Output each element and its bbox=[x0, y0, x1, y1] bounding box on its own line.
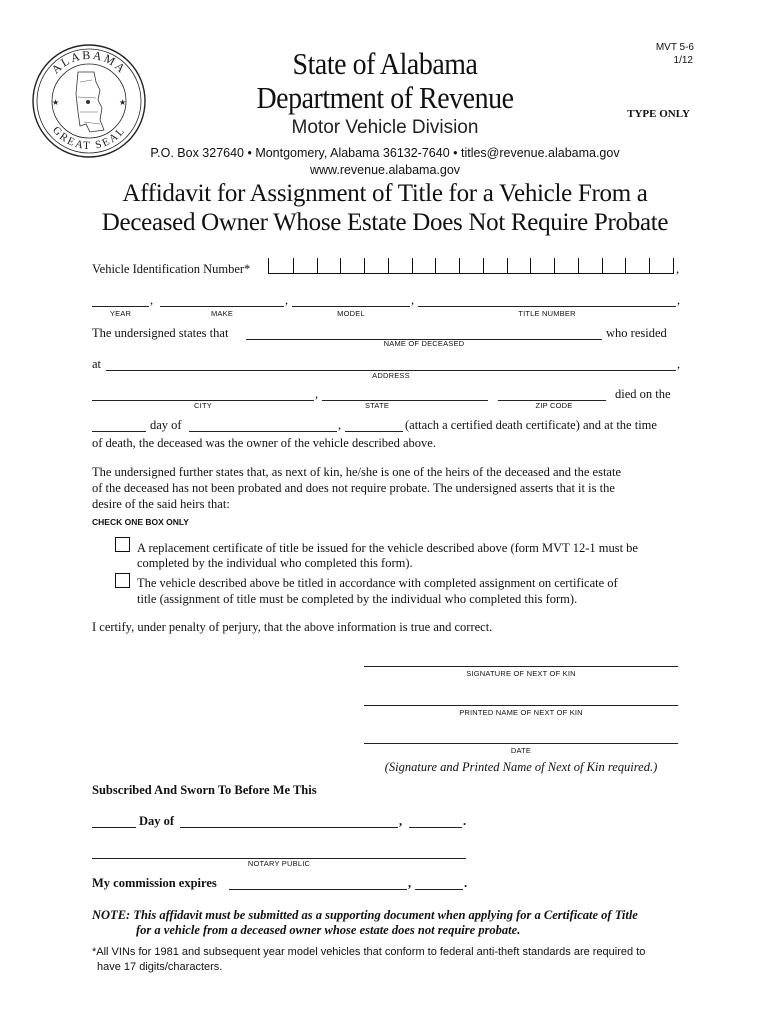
commission-text: My commission expires bbox=[92, 876, 217, 890]
comma: , bbox=[399, 814, 403, 828]
printed-name-field[interactable] bbox=[364, 705, 678, 706]
option-assignment-line2: title (assignment of title must be completed by the individual who completed this form). bbox=[137, 592, 578, 606]
option-assignment-line1: The vehicle described above be titled in accordance with completed assignment on certificate of bbox=[137, 576, 618, 590]
death-day-field[interactable] bbox=[92, 431, 146, 432]
address-caption: ADDRESS bbox=[372, 371, 410, 380]
notary-year-field[interactable] bbox=[409, 827, 462, 828]
model-field[interactable] bbox=[292, 306, 410, 307]
sworn-text: Subscribed And Sworn To Before Me This bbox=[92, 783, 317, 797]
department-website: www.revenue.alabama.gov bbox=[309, 163, 461, 177]
vin-note-line1: *All VINs for 1981 and subsequent year model vehicles that conform to federal anti-theft standards are required to bbox=[92, 946, 646, 958]
day-of-text: day of bbox=[150, 418, 182, 432]
signature-requirement-note: (Signature and Printed Name of Next of Kin required.) bbox=[384, 760, 658, 774]
death-month-field[interactable] bbox=[189, 431, 337, 432]
certify-text: I certify, under penalty of perjury, that the above information is true and correct. bbox=[92, 620, 493, 634]
period: . bbox=[463, 814, 467, 828]
deceased-name-caption: NAME OF DECEASED bbox=[383, 339, 465, 348]
option-replacement-line2: completed by the individual who completed this form). bbox=[137, 556, 413, 570]
vin-input[interactable] bbox=[268, 258, 674, 274]
note-line2: for a vehicle from a deceased owner whose estate does not require probate. bbox=[136, 923, 521, 937]
type-only-label: TYPE ONLY bbox=[627, 108, 690, 120]
make-caption: MAKE bbox=[210, 309, 234, 318]
notary-month-field[interactable] bbox=[180, 827, 398, 828]
form-title-line1: Affidavit for Assignment of Title for a Vehicle From a bbox=[122, 180, 648, 207]
printed-name-caption: PRINTED NAME OF NEXT OF KIN bbox=[459, 708, 583, 717]
year-caption: YEAR bbox=[109, 309, 132, 318]
further-line1: The undersigned further states that, as next of kin, he/she is one of the heirs of the deceased and the estate bbox=[92, 465, 621, 479]
signature-date-field[interactable] bbox=[364, 743, 678, 744]
notary-public-caption: NOTARY PUBLIC bbox=[247, 859, 311, 868]
option-replacement-line1: A replacement certificate of title be issued for the vehicle described above (form MVT 12-1 must be bbox=[137, 541, 638, 555]
comma: , bbox=[315, 387, 319, 401]
seal-top-text: ALABAMA bbox=[48, 47, 130, 77]
comma: , bbox=[408, 876, 412, 890]
signature-caption: SIGNATURE OF NEXT OF KIN bbox=[466, 669, 576, 678]
department-title: Department of Revenue bbox=[256, 80, 514, 115]
vin-label: Vehicle Identification Number* bbox=[92, 262, 251, 276]
signature-field[interactable] bbox=[364, 666, 678, 667]
commission-date-field[interactable] bbox=[229, 889, 407, 890]
comma: , bbox=[285, 293, 289, 307]
comma: , bbox=[677, 293, 681, 307]
further-line3: desire of the said heirs that: bbox=[92, 497, 230, 511]
model-caption: MODEL bbox=[337, 309, 365, 318]
division-title: Motor Vehicle Division bbox=[291, 117, 479, 138]
vin-comma: , bbox=[676, 262, 680, 276]
undersigned-states-text: The undersigned states that bbox=[92, 326, 229, 340]
form-date: 1/12 bbox=[673, 55, 693, 66]
make-field[interactable] bbox=[160, 306, 284, 307]
signature-date-caption: DATE bbox=[510, 746, 532, 755]
attach-text: (attach a certified death certificate) and at the time bbox=[405, 418, 657, 432]
zip-caption: ZIP CODE bbox=[535, 401, 573, 410]
who-resided-text: who resided bbox=[606, 326, 667, 340]
state-caption: STATE bbox=[364, 401, 390, 410]
comma: , bbox=[411, 293, 415, 307]
option-assignment-checkbox[interactable] bbox=[115, 573, 130, 588]
svg-text:★: ★ bbox=[52, 98, 60, 107]
form-title-line2: Deceased Owner Whose Estate Does Not Require Probate bbox=[101, 209, 669, 236]
option-replacement-checkbox[interactable] bbox=[115, 537, 130, 552]
comma: , bbox=[677, 357, 681, 371]
vin-note-line2: have 17 digits/characters. bbox=[97, 961, 223, 973]
commission-year-field[interactable] bbox=[415, 889, 463, 890]
period: . bbox=[464, 876, 468, 890]
svg-text:★: ★ bbox=[119, 98, 127, 107]
further-line2: of the deceased has not been probated and does not require probate. The undersigned asserts that it is the bbox=[92, 481, 615, 495]
comma: , bbox=[338, 418, 342, 432]
owner-text: of death, the deceased was the owner of the vehicle described above. bbox=[92, 436, 436, 450]
death-year-field[interactable] bbox=[345, 431, 403, 432]
at-text: at bbox=[92, 357, 102, 371]
department-address: P.O. Box 327640 • Montgomery, Alabama 36132-7640 • titles@revenue.alabama.gov bbox=[150, 146, 620, 160]
city-caption: CITY bbox=[194, 401, 212, 410]
notary-day-of-text: Day of bbox=[139, 814, 175, 828]
title-number-field[interactable] bbox=[418, 306, 676, 307]
title-number-caption: TITLE NUMBER bbox=[518, 309, 576, 318]
notary-day-field[interactable] bbox=[92, 827, 136, 828]
note-line1: NOTE: This affidavit must be submitted as a supporting document when applying for a Certificate of Title bbox=[92, 908, 638, 922]
comma: , bbox=[150, 293, 154, 307]
year-field[interactable] bbox=[92, 306, 149, 307]
check-one-label: CHECK ONE BOX ONLY bbox=[92, 517, 189, 527]
form-number: MVT 5-6 bbox=[655, 42, 694, 53]
died-on-text: died on the bbox=[615, 387, 671, 401]
seal-bottom-text: GREAT SEAL bbox=[49, 124, 129, 153]
state-title: State of Alabama bbox=[292, 46, 478, 81]
